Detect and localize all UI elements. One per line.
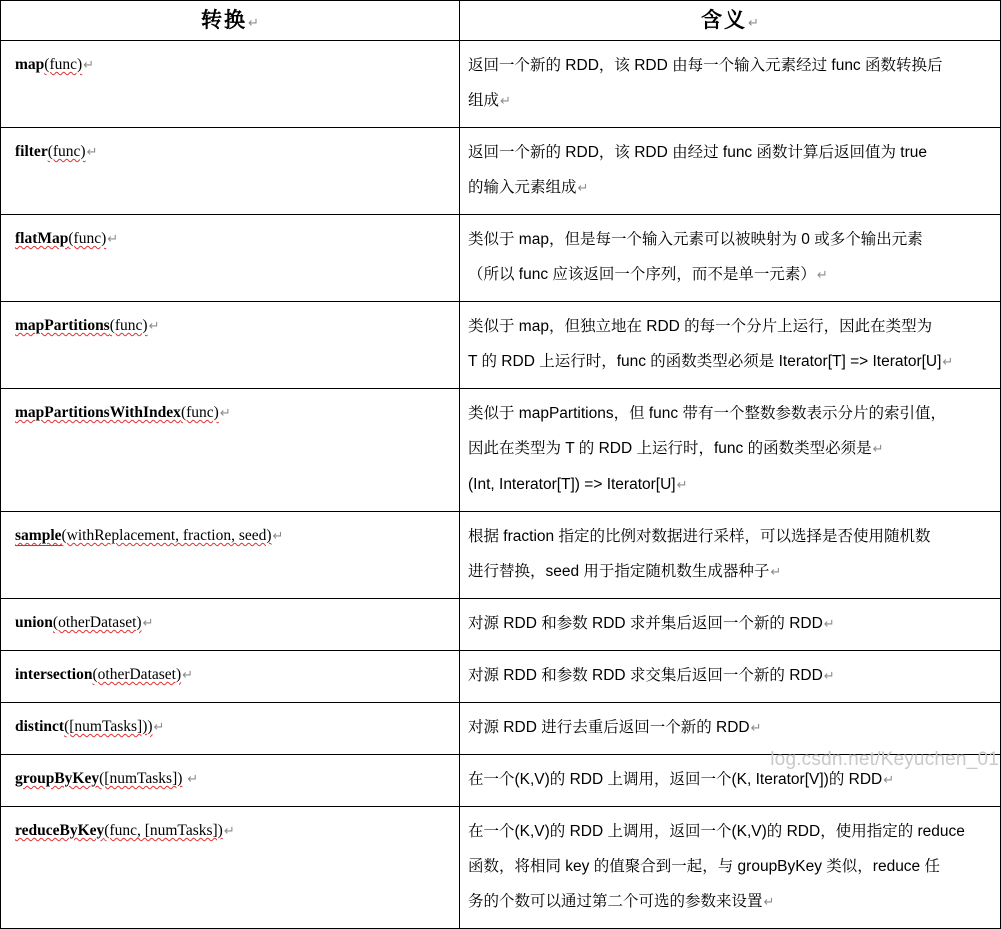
meaning-cell-reducebykey <box>460 807 1001 929</box>
table-row <box>1 512 1001 599</box>
table-row <box>1 41 1001 128</box>
meaning-line-text: 对源 RDD 和参数 RDD 求交集后返回一个新的 RDD <box>468 667 823 684</box>
meaning-cell-filter <box>460 128 1001 215</box>
meaning-line: 类似于 mapPartitions，但 func 带有一个整数参数表示分片的索引值， <box>468 405 946 422</box>
pilcrow-icon: ↵ <box>86 145 98 160</box>
meaning-line-text: 组成 <box>468 92 500 109</box>
function-name: flatMap <box>15 230 69 247</box>
pilcrow-icon: ↵ <box>883 773 895 788</box>
meaning-line <box>468 344 992 380</box>
pilcrow-icon: ↵ <box>187 772 199 787</box>
meaning-line <box>468 554 992 590</box>
function-name: union <box>15 614 53 631</box>
meaning-line-text: （所以 func 应该返回一个序列，而不是单一元素） <box>468 266 816 283</box>
pilcrow-icon: ↵ <box>142 616 154 631</box>
meaning-line <box>468 83 992 119</box>
signature-cell-union <box>1 599 460 651</box>
table-row <box>1 703 1001 755</box>
meaning-line-text: 对源 RDD 和参数 RDD 求并集后返回一个新的 RDD <box>468 615 823 632</box>
meaning-line: 在一个(K,V)的 RDD 上调用，返回一个(K,V)的 RDD，使用指定的 reduce <box>468 823 965 840</box>
table-header-row <box>1 1 1001 41</box>
signature-cell-flatmap <box>1 215 460 302</box>
function-name: mapPartitions <box>15 317 110 334</box>
function-args: (withReplacement, fraction, seed) <box>61 527 272 544</box>
meaning-line-text: T 的 RDD 上运行时，func 的函数类型必须是 Iterator[T] => Iterator[U] <box>468 353 942 370</box>
signature-cell-distinct <box>1 703 460 755</box>
pilcrow-icon: ↵ <box>750 721 762 736</box>
signature-cell-intersection <box>1 651 460 703</box>
meaning-line: 返回一个新的 RDD，该 RDD 由经过 func 函数计算后返回值为 true <box>468 144 928 161</box>
function-args: (func) <box>47 143 86 160</box>
function-name: reduceByKey <box>15 822 105 839</box>
pilcrow-icon: ↵ <box>942 355 954 370</box>
table-row <box>1 755 1001 807</box>
pilcrow-icon: ↵ <box>148 319 160 334</box>
meaning-line-text: 的输入元素组成 <box>468 179 577 196</box>
signature-cell-sample <box>1 512 460 599</box>
table-row <box>1 302 1001 389</box>
header-label-transformation: 转换 <box>201 8 248 32</box>
pilcrow-icon: ↵ <box>153 720 165 735</box>
meaning-line: 函数，将相同 key 的值聚合到一起，与 groupByKey 类似，reduce 任 <box>468 858 940 875</box>
table-row <box>1 599 1001 651</box>
function-args: (func) <box>68 230 107 247</box>
table-row <box>1 389 1001 512</box>
signature-cell-map <box>1 41 460 128</box>
meaning-cell-sample <box>460 512 1001 599</box>
csdn-watermark: log.csdn.net/Keyuchen_01 <box>770 749 999 770</box>
pilcrow-icon: ↵ <box>676 478 688 493</box>
signature-cell-groupbykey <box>1 755 460 807</box>
function-args: (func) <box>109 317 148 334</box>
meaning-line-text: 对源 RDD 进行去重后返回一个新的 RDD <box>468 719 750 736</box>
function-name: distinct <box>15 718 65 735</box>
function-args: (func, [numTasks]) <box>104 822 223 839</box>
function-name: mapPartitionsWithIndex <box>15 404 181 421</box>
pilcrow-icon: ↵ <box>83 58 95 73</box>
meaning-line <box>468 431 992 467</box>
meaning-cell-union <box>460 599 1001 651</box>
meaning-line-text: 在一个(K,V)的 RDD 上调用，返回一个(K, Iterator[V])的 RDD <box>468 771 883 788</box>
function-args: (func) <box>180 404 219 421</box>
meaning-line <box>468 884 992 920</box>
function-args: (otherDataset) <box>92 666 182 683</box>
pilcrow-icon: ↵ <box>223 824 235 839</box>
meaning-line <box>468 658 992 694</box>
meaning-line-text: 务的个数可以通过第二个可选的参数来设置 <box>468 893 763 910</box>
header-cell-transformation <box>1 1 460 41</box>
function-name: filter <box>15 143 48 160</box>
meaning-line-text: (Int, Interator[T]) => Iterator[U] <box>468 476 676 493</box>
table-row <box>1 807 1001 929</box>
header-label-meaning: 含义 <box>701 8 748 32</box>
function-name: intersection <box>15 666 93 683</box>
table-row <box>1 215 1001 302</box>
meaning-cell-mappartitions <box>460 302 1001 389</box>
meaning-line: 类似于 map，但是每一个输入元素可以被映射为 0 或多个输出元素 <box>468 231 923 248</box>
meaning-cell-distinct <box>460 703 1001 755</box>
table-row <box>1 128 1001 215</box>
meaning-cell-map <box>460 41 1001 128</box>
signature-cell-reducebykey <box>1 807 460 929</box>
meaning-cell-groupbykey <box>460 755 1001 807</box>
pilcrow-icon: ↵ <box>763 895 775 910</box>
meaning-line: 类似于 map，但独立地在 RDD 的每一个分片上运行，因此在类型为 <box>468 318 933 335</box>
pilcrow-icon: ↵ <box>816 268 828 283</box>
function-name: sample <box>15 527 62 544</box>
function-name: groupByKey <box>15 770 100 787</box>
meaning-cell-flatmap <box>460 215 1001 302</box>
meaning-cell-mappartitionswithindex <box>460 389 1001 512</box>
meaning-line <box>468 606 992 642</box>
pilcrow-icon: ↵ <box>748 16 759 31</box>
pilcrow-icon: ↵ <box>500 94 511 109</box>
meaning-line <box>468 762 992 798</box>
pilcrow-icon: ↵ <box>219 406 231 421</box>
signature-cell-mappartitions <box>1 302 460 389</box>
pilcrow-icon: ↵ <box>823 669 835 684</box>
header-cell-meaning <box>460 1 1001 41</box>
meaning-line <box>468 170 992 206</box>
signature-cell-mappartitionswithindex <box>1 389 460 512</box>
meaning-cell-intersection <box>460 651 1001 703</box>
meaning-line-text: 因此在类型为 T 的 RDD 上运行时，func 的函数类型必须是 <box>468 440 872 457</box>
signature-cell-filter <box>1 128 460 215</box>
pilcrow-icon: ↵ <box>272 529 284 544</box>
pilcrow-icon: ↵ <box>823 617 835 632</box>
pilcrow-icon: ↵ <box>182 668 194 683</box>
function-args: (func) <box>44 56 83 73</box>
meaning-line-text: 进行替换，seed 用于指定随机数生成器种子 <box>468 563 770 580</box>
meaning-line <box>468 710 992 746</box>
table-row <box>1 651 1001 703</box>
pilcrow-icon: ↵ <box>770 565 782 580</box>
function-name: map <box>15 56 45 73</box>
pilcrow-icon: ↵ <box>248 16 259 31</box>
meaning-line <box>468 467 992 503</box>
meaning-line: 根据 fraction 指定的比例对数据进行采样，可以选择是否使用随机数 <box>468 528 931 545</box>
function-args: ([numTasks]) <box>99 770 183 787</box>
pilcrow-icon: ↵ <box>577 181 589 196</box>
pilcrow-icon: ↵ <box>872 442 884 457</box>
function-args: ([numTasks])) <box>64 718 153 735</box>
pilcrow-icon: ↵ <box>107 232 119 247</box>
function-args: (otherDataset) <box>52 614 142 631</box>
meaning-line <box>468 257 992 293</box>
meaning-line: 返回一个新的 RDD，该 RDD 由每一个输入元素经过 func 函数转换后 <box>468 57 943 74</box>
